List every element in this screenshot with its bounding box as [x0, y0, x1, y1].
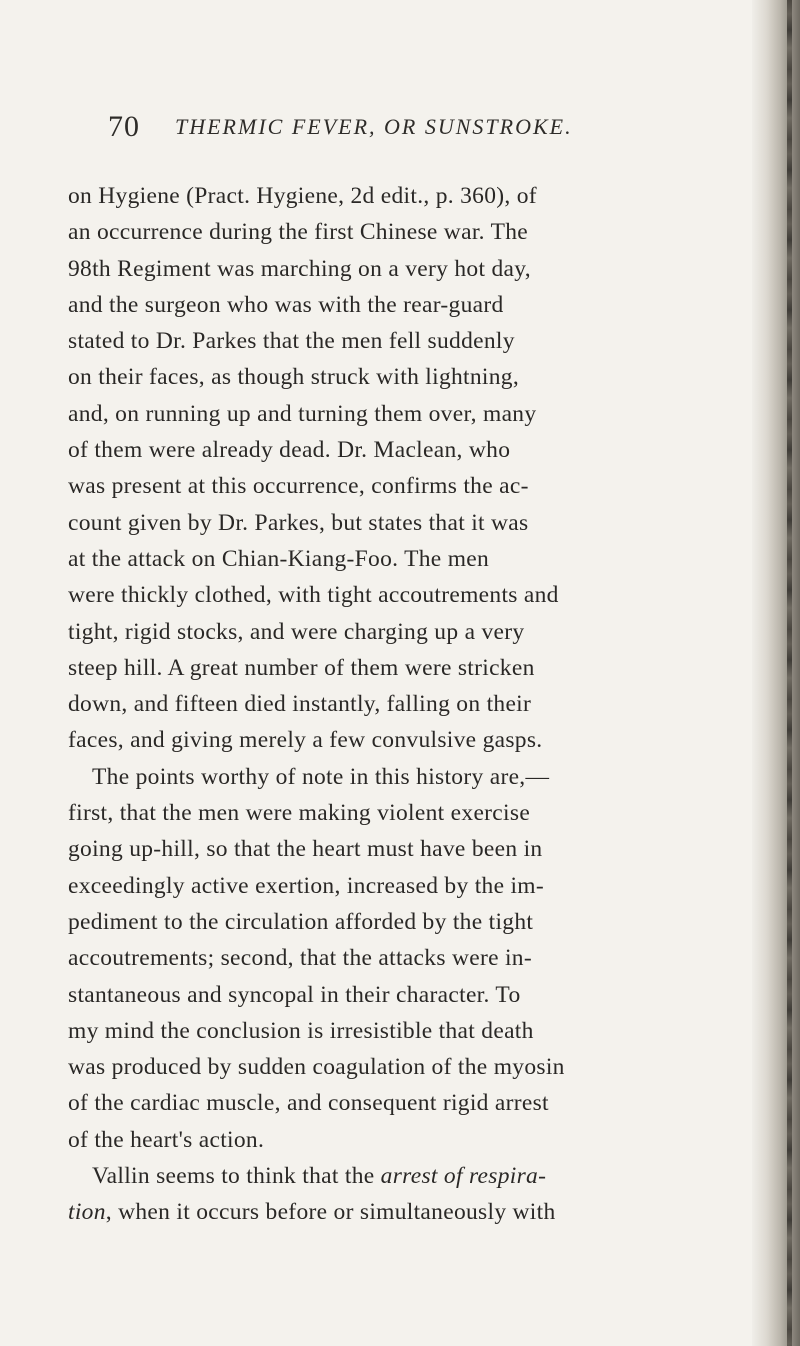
text-line: my mind the conclusion is irresistible that death — [68, 1017, 534, 1044]
page-gutter-shadow — [752, 0, 800, 1346]
text-line: on Hygiene (Pract. Hygiene, 2d edit., p. 360), of — [68, 183, 537, 209]
running-head: THERMIC FEVER, OR SUNSTROKE. — [175, 114, 573, 139]
text-line: tight, rigid stocks, and were charging up a very — [68, 618, 525, 645]
text-line: count given by Dr. Parkes, but states that it was — [68, 509, 529, 536]
page-header — [108, 110, 720, 150]
page-binding-edge — [787, 0, 792, 1346]
text-line — [68, 1194, 718, 1230]
text-line: 98th Regiment was marching on a very hot day, — [68, 255, 531, 282]
text-line: an occurrence during the first Chinese war. The — [68, 219, 529, 246]
text-line: going up-hill, so that the heart must have been in — [68, 836, 543, 863]
text-line: of the heart's action. — [68, 1126, 265, 1153]
text-line: was present at this occurrence, confirms the ac- — [68, 473, 529, 500]
text-line: at the attack on Chian-Kiang-Foo. The men — [68, 545, 490, 572]
italic-text: arrest of respira- — [380, 1163, 547, 1190]
text-line: accoutrements; second, that the attacks were in- — [68, 945, 532, 972]
text-line: faces, and giving merely a few convulsive gasps. — [68, 727, 543, 754]
text-line: of the cardiac muscle, and consequent rigid arrest — [68, 1090, 549, 1117]
text-line: stated to Dr. Parkes that the men fell suddenly — [68, 328, 515, 355]
text-line — [68, 1158, 718, 1194]
page-number: 70 — [108, 110, 140, 143]
text-line: steep hill. A great number of them were stricken — [68, 654, 535, 681]
text-segment: , when it occurs before or simultaneously with — [105, 1199, 556, 1226]
text-line: and the surgeon who was with the rear-guard — [68, 291, 504, 318]
text-line: of them were already dead. Dr. Maclean, who — [68, 437, 511, 464]
text-line: The points worthy of note in this history are,— — [92, 763, 550, 790]
text-line: stantaneous and syncopal in their character. To — [68, 981, 521, 1008]
body-text — [68, 178, 718, 1231]
text-line: down, and fifteen died instantly, falling on their — [68, 691, 532, 718]
text-line: and, on running up and turning them over, many — [68, 400, 537, 427]
text-line: was produced by sudden coagulation of the myosin — [68, 1054, 565, 1081]
text-line: first, that the men were making violent exercise — [68, 800, 531, 827]
text-line: were thickly clothed, with tight accoutrements and — [68, 582, 559, 609]
text-line: exceedingly active exertion, increased by the im- — [68, 872, 545, 899]
text-line: on their faces, as though struck with lightning, — [68, 364, 520, 391]
text-segment: Vallin seems to think that the — [92, 1163, 381, 1190]
text-line: pediment to the circulation afforded by the tight — [68, 908, 534, 935]
italic-text: tion — [68, 1199, 106, 1226]
